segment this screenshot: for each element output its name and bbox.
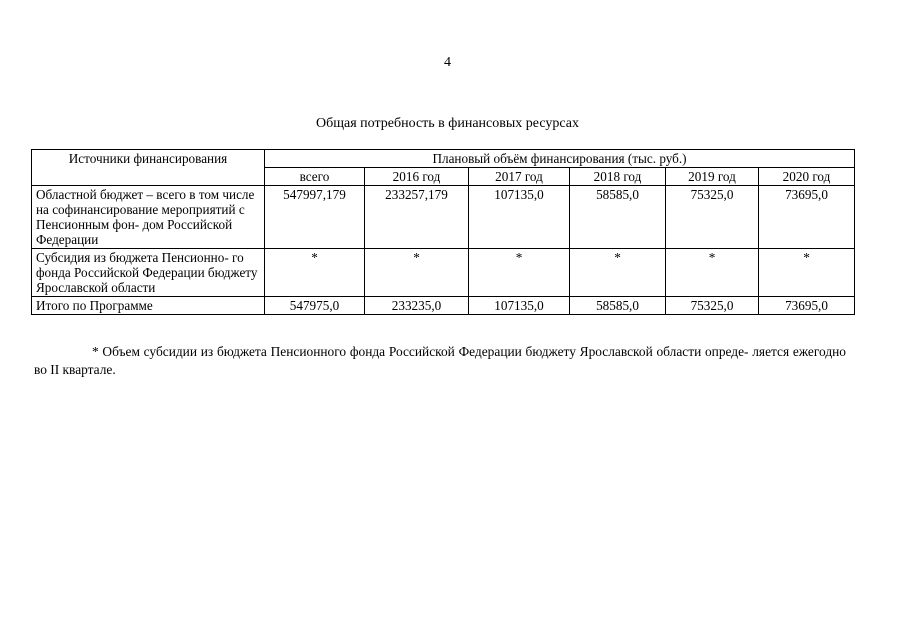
row-value: *	[759, 249, 855, 297]
row-value: *	[365, 249, 469, 297]
header-col-2017: 2017 год	[469, 168, 570, 186]
header-col-2018: 2018 год	[570, 168, 666, 186]
row-source: Субсидия из бюджета Пенсионно- го фонда Российской Федерации бюджету Ярославской области	[32, 249, 265, 297]
row-value: 75325,0	[666, 297, 759, 315]
footnote: * Объем субсидии из бюджета Пенсионного фонда Российской Федерации бюджету Ярославской области опреде- ляется ежегодно во II квартале.	[34, 344, 846, 377]
header-col-2016: 2016 год	[365, 168, 469, 186]
row-source: Областной бюджет – всего в том числе на софинансирование мероприятий с Пенсионным фон- дом Российской Федерации	[32, 186, 265, 249]
table-row-total	[32, 297, 855, 315]
table-caption: Общая потребность в финансовых ресурсах	[316, 116, 579, 131]
row-value: 58585,0	[570, 186, 666, 249]
row-value: 107135,0	[469, 186, 570, 249]
financing-table	[31, 149, 855, 315]
row-value: 75325,0	[666, 186, 759, 249]
table-header-row	[32, 150, 855, 168]
row-value: *	[469, 249, 570, 297]
row-value: 547997,179	[265, 186, 365, 249]
row-value: *	[570, 249, 666, 297]
row-value: 58585,0	[570, 297, 666, 315]
row-value: 233235,0	[365, 297, 469, 315]
row-value: 73695,0	[759, 297, 855, 315]
header-sources: Источники финансирования	[32, 150, 265, 186]
header-col-2020: 2020 год	[759, 168, 855, 186]
row-value: 73695,0	[759, 186, 855, 249]
header-col-2019: 2019 год	[666, 168, 759, 186]
row-value: 107135,0	[469, 297, 570, 315]
row-value: 233257,179	[365, 186, 469, 249]
table-row	[32, 186, 855, 249]
header-col-total: всего	[265, 168, 365, 186]
table-row	[32, 249, 855, 297]
row-value: *	[265, 249, 365, 297]
row-value: 547975,0	[265, 297, 365, 315]
row-source: Итого по Программе	[32, 297, 265, 315]
row-value: *	[666, 249, 759, 297]
header-planned: Плановый объём финансирования (тыс. руб.)	[265, 150, 855, 168]
page-number: 4	[444, 55, 451, 70]
